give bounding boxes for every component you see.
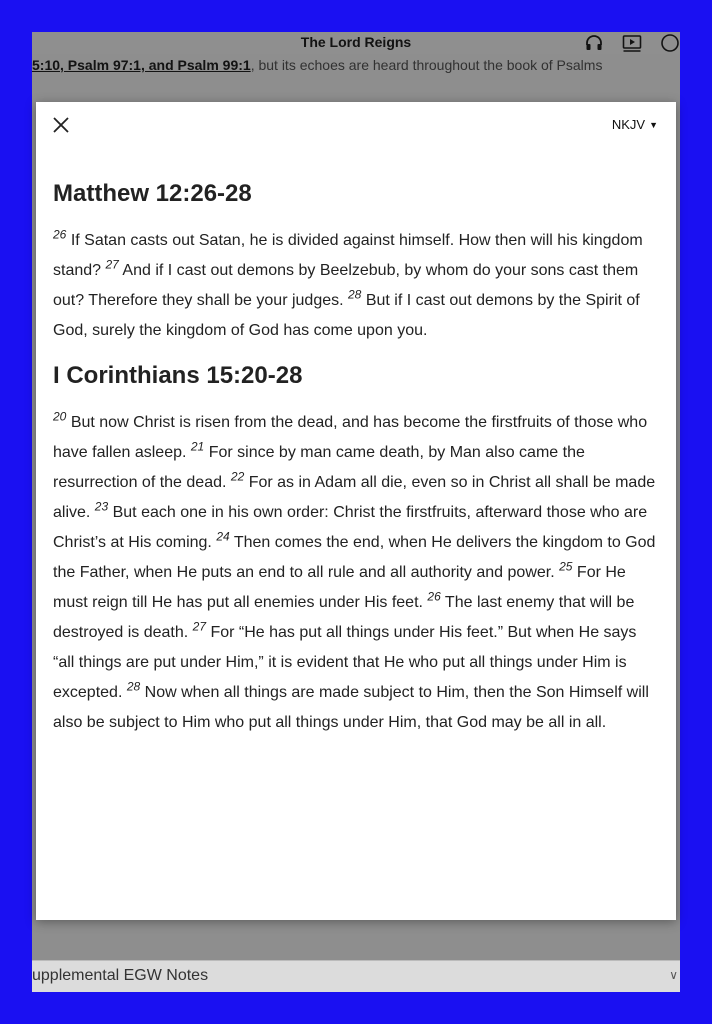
verse-text: For since by man came death, by Man also came the resurrection of the dead. bbox=[53, 444, 585, 491]
verse-number: 28 bbox=[126, 679, 141, 694]
passage-text bbox=[53, 408, 661, 738]
scripture-popup bbox=[36, 102, 676, 920]
close-icon[interactable] bbox=[50, 114, 72, 136]
caret-down-icon: ▼ bbox=[649, 119, 658, 130]
passages bbox=[53, 180, 661, 754]
verse-text: For “He has put all things under His feet.” But when He says “all things are put under Him,” it is evident that He who put all things under Him is excepted. bbox=[53, 624, 637, 701]
verse-text: But each one in his own order: Christ the firstfruits, afterward those who are Christ’s at His coming. bbox=[53, 504, 648, 551]
version-selector[interactable] bbox=[612, 117, 658, 132]
passage-text bbox=[53, 226, 661, 346]
verse-text: Now when all things are made subject to Him, then the Son Himself will also be subject to Him who put all things under Him, that God may be all in all. bbox=[53, 684, 649, 731]
verse-text: If Satan casts out Satan, he is divided against himself. How then will his kingdom stand? bbox=[53, 232, 643, 279]
verse-number: 21 bbox=[190, 439, 205, 454]
verse-text: The last enemy that will be destroyed is death. bbox=[53, 594, 635, 641]
verse-number: 24 bbox=[216, 529, 230, 544]
verse-text: And if I cast out demons by Beelzebub, by whom do your sons cast them out? Therefore they shall be your judges. bbox=[53, 262, 639, 309]
verse-text: Then comes the end, when He delivers the kingdom to God the Father, when He puts an end to all rule and all authority and power. bbox=[53, 534, 656, 581]
verse-number: 26 bbox=[427, 589, 441, 604]
footer-label: upplemental EGW Notes bbox=[32, 967, 209, 984]
verse-number: 27 bbox=[105, 257, 119, 272]
version-label: NKJV bbox=[611, 117, 646, 132]
verse-text: For as in Adam all die, even so in Christ all shall be made alive. bbox=[53, 474, 656, 521]
chevron-down-icon[interactable]: ∨ bbox=[669, 968, 678, 982]
verse-number: 25 bbox=[559, 559, 573, 574]
reference-links[interactable]: 5:10, Psalm 97:1, and Psalm 99:1 bbox=[32, 57, 251, 73]
footer-bar[interactable] bbox=[32, 960, 680, 992]
reference-tail: , but its echoes are heard throughout the book of Psalms bbox=[250, 57, 603, 73]
verse-number: 27 bbox=[192, 619, 206, 634]
verse-text: But if I cast out demons by the Spirit of God, surely the kingdom of God has come upon you. bbox=[53, 292, 640, 339]
verse-number: 28 bbox=[348, 287, 362, 302]
verse-number: 23 bbox=[94, 499, 109, 514]
passage-title: Matthew 12:26-28 bbox=[53, 180, 252, 207]
verse-number: 22 bbox=[230, 469, 245, 484]
verse-text: For He must reign till He has put all enemies under His feet. bbox=[53, 564, 626, 611]
verse-text: But now Christ is risen from the dead, and has become the firstfruits of those who have fallen asleep. bbox=[53, 414, 648, 461]
verse-number: 20 bbox=[53, 409, 67, 424]
verse bbox=[53, 679, 649, 731]
page-title: The Lord Reigns bbox=[300, 34, 412, 50]
passage-title: I Corinthians 15:20-28 bbox=[53, 362, 303, 389]
verse-number: 26 bbox=[53, 227, 67, 242]
